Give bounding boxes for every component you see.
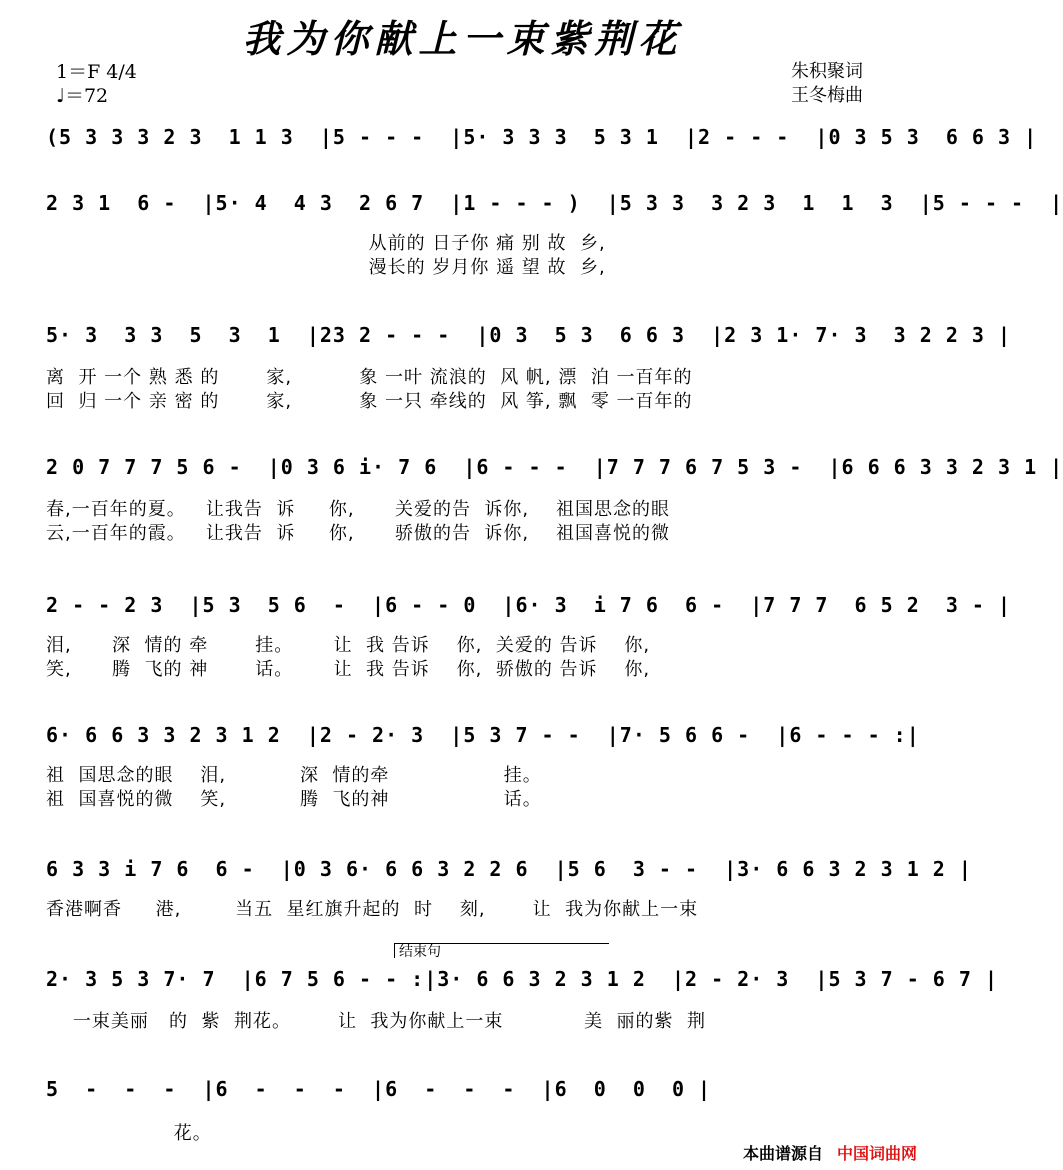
key-signature: 1＝F 4/4: [56, 61, 137, 83]
lyric-verse-1: 香港啊香 港, 当五 星红旗升起的 时 刻, 让 我为你献上一束: [46, 899, 699, 920]
lyricist: 朱积聚词: [791, 61, 863, 82]
lyric-verse-1: 泪, 深 情的 牵 挂。 让 我 告诉 你, 关爱的 告诉 你,: [46, 635, 651, 656]
notation-line: 6 3 3 i 7 6 6 - |0 3 6· 6 6 3 2 2 6 |5 6 3 - - |3· 6 6 3 2 3 1 2 |: [46, 857, 972, 881]
notation-line: 6· 6 6 3 3 2 3 1 2 |2 - 2· 3 |5 3 7 - - |7· 5 6 6 - |6 - - - :|: [46, 723, 920, 747]
notation-line: 5 - - - |6 - - - |6 - - - |6 0 0 0 |: [46, 1077, 712, 1101]
notation-line: 5· 3 3 3 5 3 1 |23 2 - - - |0 3 5 3 6 6 3 |2 3 1· 7· 3 3 2 2 3 |: [46, 323, 1012, 347]
source-footer: [743, 1141, 917, 1164]
lyric-verse-1: 祖 国思念的眼 泪, 深 情的牵 挂。: [46, 765, 542, 786]
ending-label: 结束句: [399, 944, 441, 960]
lyric-line: 花。: [46, 1123, 212, 1144]
composer: 王冬梅曲: [791, 85, 863, 106]
notation-line: 2 3 1 6 - |5· 4 4 3 2 6 7 |1 - - - ) |5 3 3 3 2 3 1 1 3 |5 - - - |: [46, 191, 1063, 215]
lyric-verse-1: 从前的 日子你 痛 别 故 乡,: [46, 233, 606, 254]
lyric-verse-2: 漫长的 岁月你 遥 望 故 乡,: [46, 257, 606, 278]
notation-line: 2 0 7 7 7 5 6 - |0 3 6 i· 7 6 |6 - - - |7 7 7 6 7 5 3 - |6 6 6 3 3 2 3 1 |: [46, 455, 1063, 479]
credits: [791, 60, 863, 108]
tempo-marking: ♩＝72: [56, 85, 109, 107]
lyric-verse-1: 春,一百年的夏。 让我告 诉 你, 关爱的告 诉你, 祖国思念的眼: [46, 499, 671, 520]
song-title: 我为你献上一束紫荆花: [242, 16, 683, 61]
lyric-verse-1: 离 开 一个 熟 悉 的 家, 象 一叶 流浪的 风 帆, 漂 泊 一百年的: [46, 367, 693, 388]
lyric-verse-2: 回 归 一个 亲 密 的 家, 象 一只 牵线的 风 筝, 飘 零 一百年的: [46, 391, 693, 412]
ending-bracket: [394, 943, 609, 958]
source-label: 本曲谱源自: [742, 1144, 823, 1163]
lyric-verse-2: 笑, 腾 飞的 神 话。 让 我 告诉 你, 骄傲的 告诉 你,: [46, 659, 651, 680]
key-tempo: [56, 60, 137, 108]
lyric-line: 一束美丽 的 紫 荆花。 让 我为你献上一束 美 丽的紫 荆: [46, 1011, 706, 1032]
lyric-verse-2: 祖 国喜悦的微 笑, 腾 飞的神 话。: [46, 789, 542, 810]
notation-line: 2· 3 5 3 7· 7 |6 7 5 6 - - :|3· 6 6 3 2 3 1 2 |2 - 2· 3 |5 3 7 - 6 7 |: [46, 967, 998, 991]
site-brand-link[interactable]: 中国词曲网: [836, 1144, 917, 1163]
notation-line: (5 3 3 3 2 3 1 1 3 |5 - - - |5· 3 3 3 5 3 1 |2 - - - |0 3 5 3 6 6 3 |: [46, 125, 1038, 149]
lyric-verse-2: 云,一百年的霞。 让我告 诉 你, 骄傲的告 诉你, 祖国喜悦的微: [46, 523, 671, 544]
notation-line: 2 - - 2 3 |5 3 5 6 - |6 - - 0 |6· 3 i 7 6 6 - |7 7 7 6 5 2 3 - |: [46, 593, 1012, 617]
